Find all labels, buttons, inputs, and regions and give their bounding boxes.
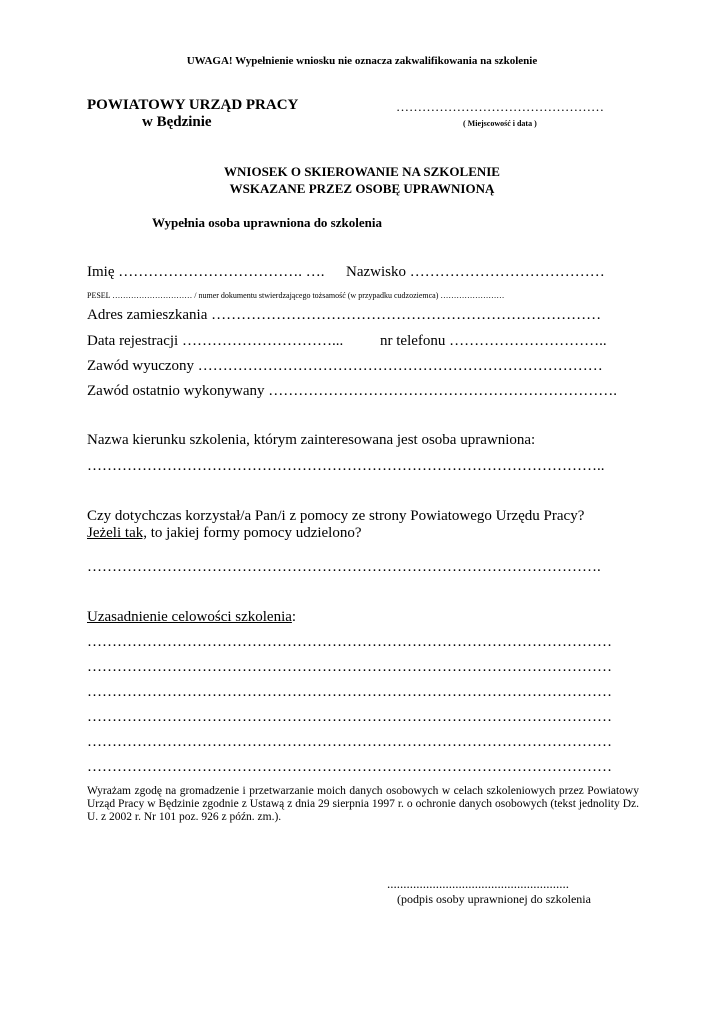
justification-line[interactable]: …………………………………………………………………………………………… (87, 659, 612, 675)
prior-help-follow-up-text: to jakiej formy pomocy udzielono? (146, 525, 362, 541)
training-answer-line[interactable]: ………………………………………………………………………………………….. (87, 458, 605, 474)
place-date-field[interactable]: ………………………………………… (396, 99, 604, 114)
justification-line[interactable]: …………………………………………………………………………………………… (87, 709, 612, 725)
address-field[interactable]: Adres zamieszkania …………………………………………………………………… (87, 307, 602, 323)
prior-help-answer-line[interactable]: …………………………………………………………………………………………. (87, 559, 601, 575)
justification-line[interactable]: …………………………………………………………………………………………… (87, 684, 612, 700)
prior-help-follow-up (87, 525, 362, 542)
justification-colon: : (291, 609, 297, 625)
first-name-field[interactable]: Imię ………………………………. …. (87, 264, 325, 280)
pesel-field[interactable]: PESEL ………………………… / numer dokumentu stwierdzającego tożsamość (w przypadku cudzoziemca) …………………… (87, 291, 505, 300)
justification-line[interactable]: …………………………………………………………………………………………… (87, 759, 612, 775)
last-profession-field[interactable]: Zawód ostatnio wykonywany ……………………………………………………………. (87, 383, 617, 399)
registration-date-field[interactable]: Data rejestracji …………………………... (87, 333, 344, 349)
place-date-caption: ( Miejscowość i data ) (463, 119, 537, 128)
justification-label-text: Uzasadnienie celowości szkolenia (87, 609, 292, 625)
prior-help-question: Czy dotychczas korzystał/a Pan/i z pomocy ze strony Powiatowego Urzędu Pracy? (87, 508, 585, 524)
justification-label (87, 609, 296, 626)
notice-text: UWAGA! Wypełnienie wniosku nie oznacza zakwalifikowania na szkolenie (186, 55, 538, 67)
office-name: POWIATOWY URZĄD PRACY (87, 97, 299, 113)
prior-help-condition: Jeżeli tak, (87, 525, 147, 541)
form-subtitle: Wypełnia osoba uprawniona do szkolenia (152, 215, 382, 230)
phone-field[interactable]: nr telefonu ………………………….. (380, 333, 607, 349)
consent-statement: Wyrażam zgodę na gromadzenie i przetwarzanie moich danych osobowych w celach szkoleniowych przez Powiatowy Urząd Pracy w Będzinie zgodnie z Ustawą z dnia 29 sierpnia 1997 r. o ochronie danych osobowych (tekst jednolity Dz. U. z 2002 r. Nr 101 poz. 926 z późn. zm.). (87, 785, 639, 823)
learned-profession-field[interactable]: Zawód wyuczony ……………………………………………………………………… (87, 358, 603, 374)
signature-field[interactable]: ........................................................ (387, 876, 569, 891)
office-city: w Będzinie (142, 114, 212, 130)
justification-line[interactable]: …………………………………………………………………………………………… (87, 734, 612, 750)
form-title-line2: WSKAZANE PRZEZ OSOBĘ UPRAWNIONĄ (229, 181, 495, 196)
justification-line[interactable]: …………………………………………………………………………………………… (87, 634, 612, 650)
training-question: Nazwa kierunku szkolenia, którym zainteresowana jest osoba uprawniona: (87, 432, 536, 448)
last-name-field[interactable]: Nazwisko ………………………………… (346, 264, 605, 280)
signature-caption: (podpis osoby uprawnionej do szkolenia (397, 892, 591, 906)
form-title-line1: WNIOSEK O SKIEROWANIE NA SZKOLENIE (224, 164, 500, 179)
